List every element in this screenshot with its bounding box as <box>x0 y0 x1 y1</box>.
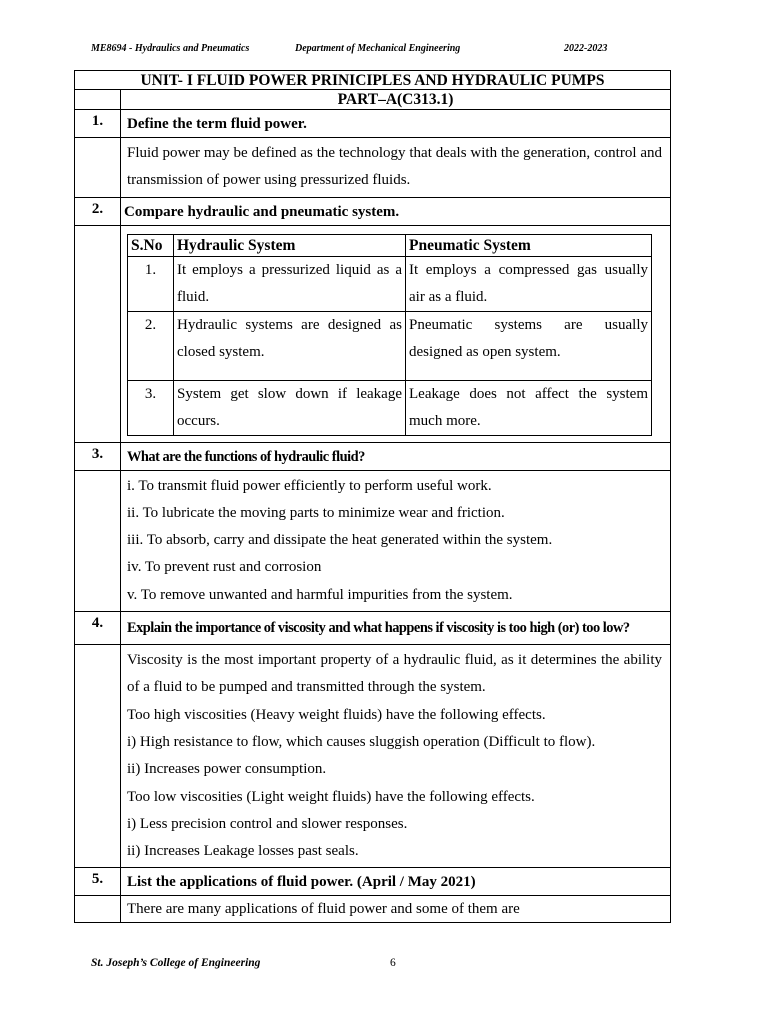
comparison-hydraulic: Hydraulic systems are designed as closed system. <box>174 311 406 380</box>
q1-answer: Fluid power may be defined as the technology that deals with the generation, control and transmission of power using pressurized fluids. <box>121 138 671 198</box>
q3-answer-line: ii. To lubricate the moving parts to minimize wear and friction. <box>127 504 505 521</box>
q1-question: Define the term fluid power. <box>121 110 671 138</box>
q3-number: 3. <box>75 442 121 470</box>
q2-answer-row <box>75 225 671 442</box>
q4-answer-line: Too low viscosities (Light weight fluids) have the following effects. <box>127 788 535 805</box>
q1-row <box>75 110 671 138</box>
q3-answer-row <box>75 470 671 611</box>
footer-college: St. Joseph’s College of Engineering <box>91 957 261 969</box>
q2-row <box>75 197 671 225</box>
q1-answer-row <box>75 138 671 198</box>
question-table <box>74 70 671 923</box>
q3-answer <box>121 470 671 611</box>
unit-title: UNIT- I FLUID POWER PRINICIPLES AND HYDRAULIC PUMPS <box>75 71 671 90</box>
comparison-pneumatic: Leakage does not affect the system much more. <box>406 380 652 435</box>
comparison-row <box>128 380 652 435</box>
comparison-hydraulic: It employs a pressurized liquid as a fluid. <box>174 256 406 311</box>
q2-answer <box>121 225 671 442</box>
header-year: 2022-2023 <box>564 43 608 54</box>
q1-number: 1. <box>75 110 121 138</box>
q3-answer-line: i. To transmit fluid power efficiently to perform useful work. <box>127 477 492 494</box>
comparison-header-sno: S.No <box>128 234 174 256</box>
q4-answer-line: ii) Increases power consumption. <box>127 761 327 778</box>
q3-answer-line: iv. To prevent rust and corrosion <box>127 559 322 576</box>
q4-answer-line: Viscosity is the most important property of a hydraulic fluid, as it determines the ability of a fluid to be pumped and transmitted through the system. <box>127 652 662 696</box>
unit-title-row <box>75 71 671 90</box>
comparison-sno: 2. <box>128 311 174 380</box>
q4-question: Explain the importance of viscosity and what happens if viscosity is too high (or) too low? <box>121 612 671 645</box>
comparison-header-pneumatic: Pneumatic System <box>406 234 652 256</box>
comparison-pneumatic: It employs a compressed gas usually air as a fluid. <box>406 256 652 311</box>
comparison-sno: 3. <box>128 380 174 435</box>
q4-answer <box>121 645 671 868</box>
q4-answer-line: ii) Increases Leakage losses past seals. <box>127 843 359 860</box>
q4-number: 4. <box>75 612 121 645</box>
q5-answer: There are many applications of fluid power and some of them are <box>121 896 671 923</box>
comparison-hydraulic: System get slow down if leakage occurs. <box>174 380 406 435</box>
header-department: Department of Mechanical Engineering <box>295 43 461 54</box>
part-title: PART–A(C313.1) <box>121 90 671 110</box>
header-course: ME8694 - Hydraulics and Pneumatics <box>91 43 250 54</box>
comparison-row <box>128 311 652 380</box>
q3-answer-line: v. To remove unwanted and harmful impurities from the system. <box>127 586 513 603</box>
comparison-pneumatic: Pneumatic systems are usually designed as open system. <box>406 311 652 380</box>
part-title-row <box>75 90 671 110</box>
comparison-header-row <box>128 234 652 256</box>
q5-number: 5. <box>75 868 121 896</box>
q3-row <box>75 442 671 470</box>
comparison-header-hydraulic: Hydraulic System <box>174 234 406 256</box>
q5-question: List the applications of fluid power. (April / May 2021) <box>121 868 671 896</box>
comparison-table <box>127 234 652 436</box>
q4-answer-row <box>75 645 671 868</box>
comparison-row <box>128 256 652 311</box>
comparison-sno: 1. <box>128 256 174 311</box>
q5-row <box>75 868 671 896</box>
q2-number: 2. <box>75 197 121 225</box>
q4-row <box>75 612 671 645</box>
q3-question: What are the functions of hydraulic fluid? <box>121 442 671 470</box>
q4-answer-line: i) Less precision control and slower responses. <box>127 815 408 832</box>
q5-answer-row <box>75 896 671 923</box>
page-number: 6 <box>390 957 396 969</box>
q4-answer-line: Too high viscosities (Heavy weight fluids) have the following effects. <box>127 706 546 723</box>
q4-answer-line: i) High resistance to flow, which causes sluggish operation (Difficult to flow). <box>127 733 596 750</box>
q2-question: Compare hydraulic and pneumatic system. <box>121 197 671 225</box>
q3-answer-line: iii. To absorb, carry and dissipate the heat generated within the system. <box>127 532 553 549</box>
